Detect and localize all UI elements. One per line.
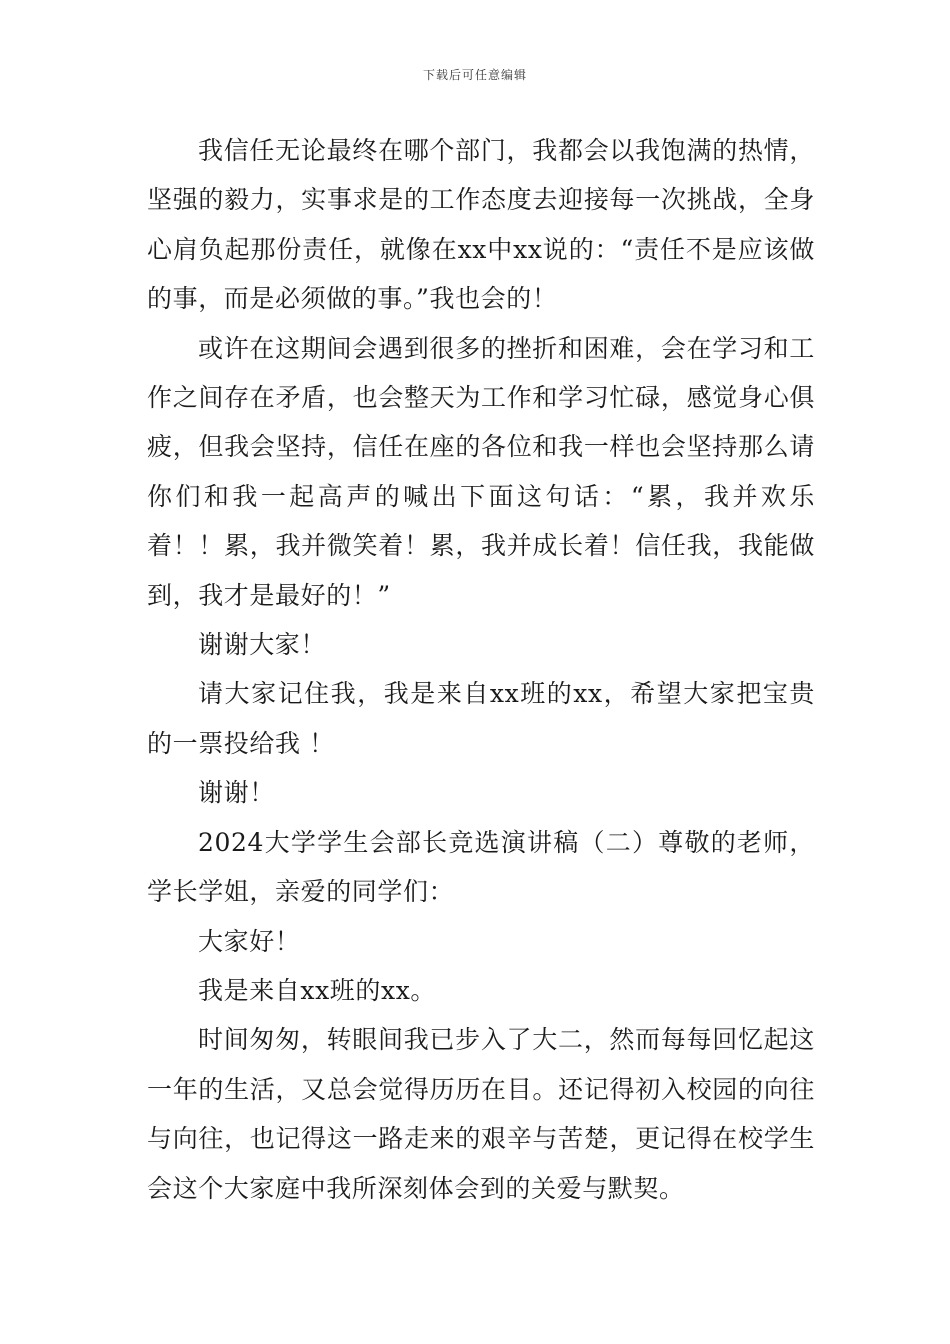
paragraph-6: 2024大学学生会部长竞选演讲稿（二）尊敬的老师，学长学姐，亲爱的同学们：	[147, 827, 815, 907]
paragraph-1: 我信任无论最终在哪个部门，我都会以我饱满的热情，坚强的毅力，实事求是的工作态度去迎接每一次挑战，全身心肩负起那份责任，就像在xx中xx说的：“责任不是应该做的事，而是必须做的事。”我也会的！	[147, 136, 815, 314]
document-body	[147, 126, 815, 1213]
paragraph-8: 我是来自xx班的xx。	[198, 975, 436, 1005]
paragraph-5: 谢谢！	[198, 778, 275, 808]
paragraph-9: 时间匆匆，转眼间我已步入了大二，然而每每回忆起这一年的生活，又总会觉得历历在目。还记得初入校园的向往与向往，也记得这一路走来的艰辛与苦楚，更记得在校学生会这个大家庭中我所深刻体会到的关爱与默契。	[147, 1025, 815, 1203]
paragraph-7: 大家好！	[198, 926, 301, 956]
page-header: 下载后可任意编辑	[422, 68, 527, 82]
paragraph-3: 谢谢大家！	[198, 630, 327, 660]
paragraph-2: 或许在这期间会遇到很多的挫折和困难，会在学习和工作之间存在矛盾，也会整天为工作和学习忙碌，感觉身心俱疲，但我会坚持，信任在座的各位和我一样也会坚持那么请你们和我一起高声的喊出下面这句话：“累，我并欢乐着！！累，我并微笑着！累，我并成长着！信任我，我能做到，我才是最好的！”	[147, 333, 815, 610]
paragraph-4: 请大家记住我，我是来自xx班的xx，希望大家把宝贵的一票投给我 ！	[147, 679, 815, 758]
